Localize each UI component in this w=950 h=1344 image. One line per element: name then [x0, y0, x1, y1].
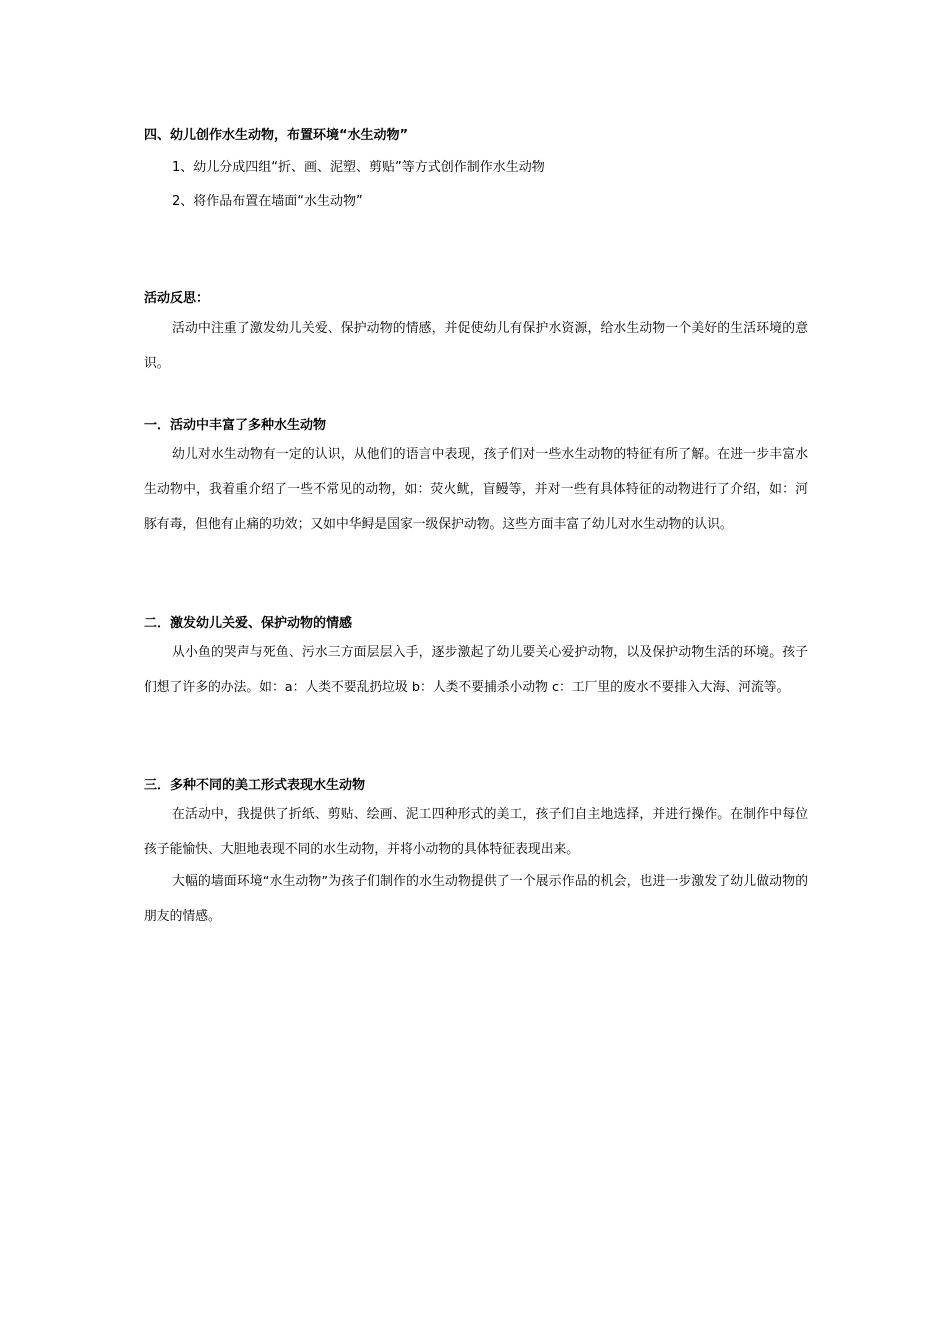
point-3-paragraph-2: 大幅的墙面环境“水生动物”为孩子们制作的水生动物提供了一个展示作品的机会，也进一步激发了幼儿做动物的朋友的情感。 [144, 874, 808, 924]
point-3-paragraph-1: 在活动中，我提供了折纸、剪贴、绘画、泥工四种形式的美工，孩子们自主地选择，并进行操作。在制作中每位孩子能愉快、大胆地表现不同的水生动物，并将小动物的具体特征表现出来。 [144, 807, 808, 857]
reflection-heading: 活动反思： [144, 291, 210, 306]
section4-item-2: 2、将作品布置在墙面“水生动物” [172, 194, 363, 209]
section4-heading: 四、幼儿创作水生动物，布置环境“水生动物” [144, 128, 409, 143]
reflection-intro: 活动中注重了激发幼儿关爱、保护动物的情感，并促使幼儿有保护水资源，给水生动物一个美好的生活环境的意识。 [144, 321, 808, 371]
point-1-paragraph: 幼儿对水生动物有一定的认识，从他们的语言中表现，孩子们对一些水生动物的特征有所了解。在进一步丰富水生动物中，我着重介绍了一些不常见的动物，如：荧火鱿，盲鳗等，并对一些有具体特征的动物进行了介绍，如：河豚有毒，但他有止痛的功效；又如中华鲟是国家一级保护动物。这些方面丰富了幼儿对水生动物的认识。 [144, 447, 808, 532]
section4-item-1: 1、幼儿分成四组“折、画、泥塑、剪贴”等方式创作制作水生动物 [172, 160, 545, 175]
point-2-paragraph: 从小鱼的哭声与死鱼、污水三方面层层入手，逐步激起了幼儿要关心爱护动物，以及保护动物生活的环境。孩子们想了许多的办法。如：a：人类不要乱扔垃圾 b：人类不要捕杀小动物 c：工厂里的废水不要排入大海、河流等。 [144, 645, 808, 695]
point-2-heading: 二．激发幼儿关爱、保护动物的情感 [144, 616, 353, 631]
point-1-heading: 一．活动中丰富了多种水生动物 [144, 418, 327, 433]
point-3-heading: 三．多种不同的美工形式表现水生动物 [144, 778, 366, 793]
